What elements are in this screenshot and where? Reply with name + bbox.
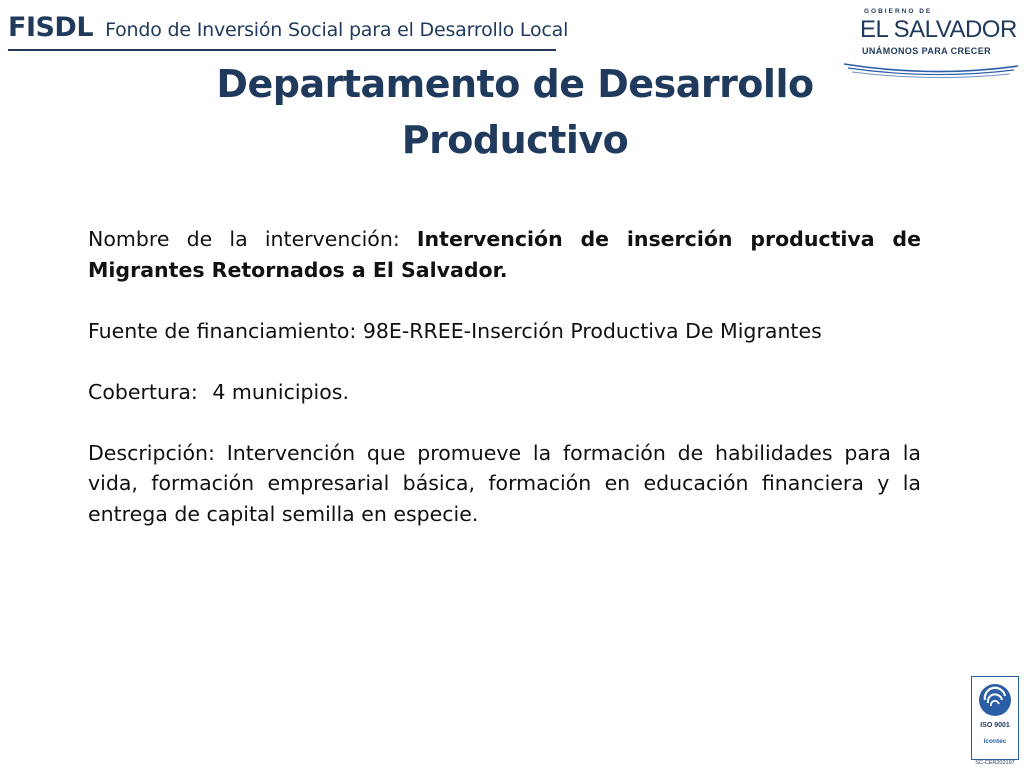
iso-certification-badge xyxy=(971,676,1019,766)
header-divider xyxy=(8,49,556,51)
page-title-line1: Departamento de Desarrollo xyxy=(216,62,814,106)
fisdl-acronym: FISDL xyxy=(8,12,94,43)
fisdl-header xyxy=(8,12,569,51)
fuente-label: Fuente de financiamiento: xyxy=(88,318,363,343)
descripcion-value: Intervención que promueve la formación de habilidades para la vida, formación empresarial básica, formación en educación financiera y la entrega de capital semilla en especie. xyxy=(88,440,921,526)
intervention-details xyxy=(88,224,921,560)
gov-tagline: UNÁMONOS PARA CRECER xyxy=(862,46,992,56)
gov-top-label: GOBIERNO DE xyxy=(864,8,933,15)
fuente-paragraph xyxy=(88,316,921,347)
nombre-value: Intervención de inserción productiva de Migrantes Retornados a El Salvador. xyxy=(88,227,921,282)
descripcion-label: Descripción: xyxy=(88,440,227,465)
icontec-emblem-icon xyxy=(977,682,1013,718)
page-title xyxy=(150,56,880,168)
fuente-value: 98E-RREE-Inserción Productiva De Migrantes xyxy=(362,318,822,343)
cobertura-label: Cobertura: xyxy=(88,379,205,404)
page-title-line2: Productivo xyxy=(401,118,629,162)
cobertura-value: 4 municipios. xyxy=(212,379,349,404)
nombre-label: Nombre de la intervención: xyxy=(88,227,417,251)
nombre-paragraph xyxy=(88,224,921,285)
iso-org-label: icontec xyxy=(983,738,1007,745)
cobertura-paragraph xyxy=(88,377,921,408)
iso-standard-label: ISO 9001 xyxy=(980,722,1010,729)
fisdl-logo xyxy=(8,12,569,43)
iso-certificate-code: SC-CER202197 xyxy=(975,760,1015,766)
gov-main-label: EL SALVADOR xyxy=(860,16,1017,43)
fisdl-org-name: Fondo de Inversión Social para el Desarrollo Local xyxy=(105,19,569,41)
descripcion-paragraph xyxy=(88,438,921,530)
